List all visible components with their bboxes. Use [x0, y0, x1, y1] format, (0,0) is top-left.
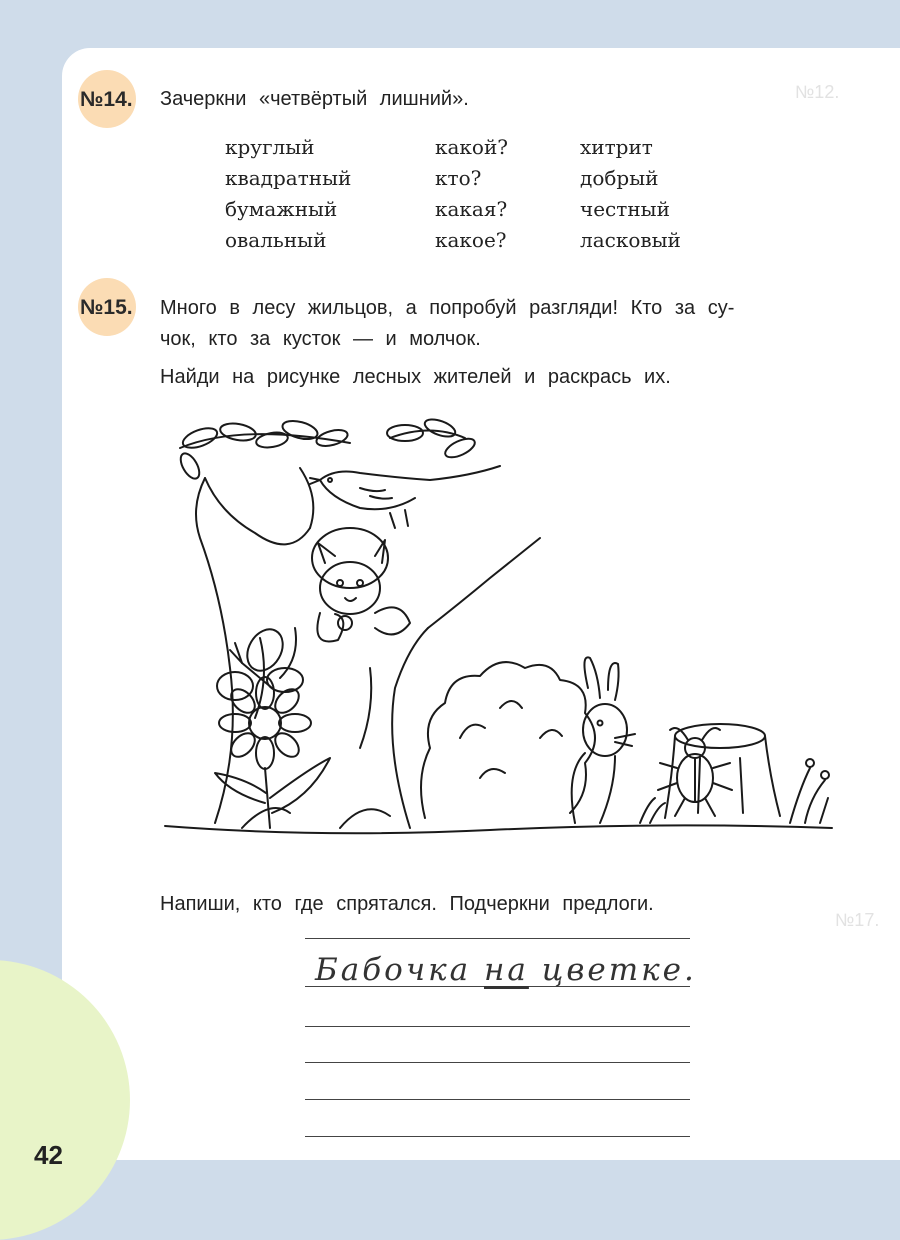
task-15-instruction: Найди на рисунке лесных жителей и раскрась их. — [160, 366, 671, 388]
ground-line — [165, 825, 832, 833]
flower-drawing — [215, 677, 330, 828]
word-item[interactable]: честный — [580, 197, 670, 221]
tree-leaves — [177, 418, 478, 482]
squirrel-drawing — [312, 528, 410, 641]
task-15-write-instruction: Напиши, кто где спрятался. Подчеркни предлоги. — [160, 893, 654, 915]
word-item[interactable]: какой? — [435, 135, 509, 159]
word-item[interactable]: круглый — [225, 135, 315, 159]
word-item[interactable]: какое? — [435, 228, 507, 252]
writing-line — [305, 938, 690, 939]
forest-illustration — [160, 418, 840, 848]
word-item[interactable]: овальный — [225, 228, 327, 252]
writing-line — [305, 1099, 690, 1100]
show-through-text: №12. — [795, 82, 840, 102]
word-item[interactable]: какая? — [435, 197, 508, 221]
task-14-instruction: Зачеркни «четвёртый лишний». — [160, 88, 469, 110]
word-item[interactable]: квадратный — [225, 166, 352, 190]
writing-line — [305, 1062, 690, 1063]
task-15-number: №15. — [80, 296, 133, 319]
bush-drawing — [421, 662, 595, 818]
word-column-traits — [580, 135, 681, 259]
example-answer — [315, 952, 697, 988]
task-15-riddle-line-1: Много в лесу жильцов, а попробуй разгляди! Кто за су- — [160, 297, 735, 319]
task-15-riddle-line-2: чок, кто за кусток — и молчок. — [160, 328, 481, 350]
writing-line — [305, 1136, 690, 1137]
word-item[interactable]: кто? — [435, 166, 482, 190]
example-after: цветке. — [528, 952, 697, 988]
beetle-drawing — [658, 728, 732, 816]
word-column-questions — [435, 135, 508, 259]
writing-line — [305, 1026, 690, 1027]
example-before: Бабочка — [315, 952, 484, 988]
word-item[interactable]: бумажный — [225, 197, 338, 221]
show-through-text: №17. — [835, 910, 880, 930]
bird-drawing — [310, 466, 500, 528]
word-item[interactable]: ласковый — [580, 228, 681, 252]
word-item[interactable]: хитрит — [580, 135, 653, 159]
word-item[interactable]: добрый — [580, 166, 659, 190]
task-14-number: №14. — [80, 88, 133, 111]
word-column-adjectives — [225, 135, 351, 259]
example-preposition: на — [483, 952, 529, 988]
page-number: 42 — [34, 1140, 63, 1170]
